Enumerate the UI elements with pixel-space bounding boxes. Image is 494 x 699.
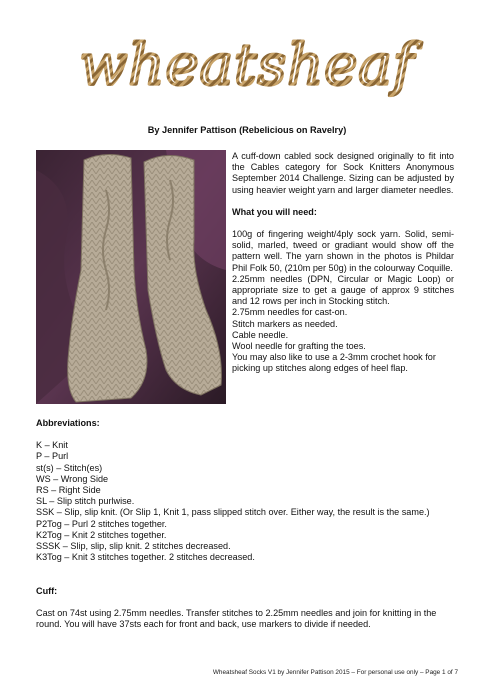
abbreviation-item: K – Knit [36,440,68,451]
svg-text:wheatsheaf: wheatsheaf [79,33,415,98]
needles-paragraph: 2.25mm needles (DPN, Circular or Magic Loop) or appropriate size to get a gauge of approx 9 stitches and 12 rows per inch in Stocking stitch. [232,273,454,307]
supply-item: Cable needle. [232,329,289,340]
supply-item: Wool needle for grafting the toes. [232,341,366,352]
abbreviation-item: SL – Slip stitch purlwise. [36,496,135,507]
intro-paragraph: A cuff-down cabled sock designed originally to fit into the Cables category for Sock Knitters Anonymous September 2014 Challenge. Sizing can be adjusted by using heavier weight yarn and larger diameter needles. [232,151,454,195]
socks-photo-image [36,150,226,404]
materials-heading: What you will need: [232,206,317,217]
cuff-paragraph: Cast on 74st using 2.75mm needles. Transfer stitches to 2.25mm needles and join for knitting in the round. You will have 37sts each for front and back, use markers to divide if needed. [36,608,437,630]
cuff-heading: Cuff: [36,586,58,596]
socks-photo [36,150,226,404]
abbreviation-item: P2Tog – Purl 2 stitches together. [36,518,167,529]
abbreviation-item: P – Purl [36,451,69,462]
author-byline: By Jennifer Pattison (Rebelicious on Ravelry) [147,125,347,135]
abbreviations-heading: Abbreviations: [36,418,100,428]
abbreviation-item: st(s) – Stitch(es) [36,462,103,473]
abbreviation-item: RS – Right Side [36,485,101,496]
cuff-section [36,586,458,631]
rope-lettering-logo [79,28,415,112]
intro-column [232,151,454,375]
supply-item: 2.75mm needles for cast-on. [232,307,348,318]
abbreviation-item: K2Tog – Knit 2 stitches together. [36,529,167,540]
abbreviation-item: K3Tog – Knit 3 stitches together. 2 stitches decreased. [36,552,255,563]
yarn-paragraph: 100g of fingering weight/4ply sock yarn. Solid, semi-solid, marled, tweed or gradiant would show off the pattern well. The yarn shown in the photos is Phildar Phil Folk 50, (210m per 50g) in the colourway Coquille. [232,229,454,273]
wheatsheaf-logo [79,28,415,112]
abbreviation-item: SSSK – Slip, slip, slip knit. 2 stitches decreased. [36,541,231,552]
supply-item: Stitch markers as needed. [232,318,338,329]
supply-item: You may also like to use a 2-3mm crochet hook for picking up stitches along edges of heel flap. [232,352,436,374]
abbreviation-item: SSK – Slip, slip knit. (Or Slip 1, Knit 1, pass slipped stitch over. Either way, the result is the same.) [36,507,430,518]
abbreviations-section [36,418,458,563]
page-footer: Wheatsheaf Socks V1 by Jennifer Pattison 2015 – For personal use only – Page 1 of 7 [212,669,458,676]
abbreviation-item: WS – Wrong Side [36,473,109,484]
